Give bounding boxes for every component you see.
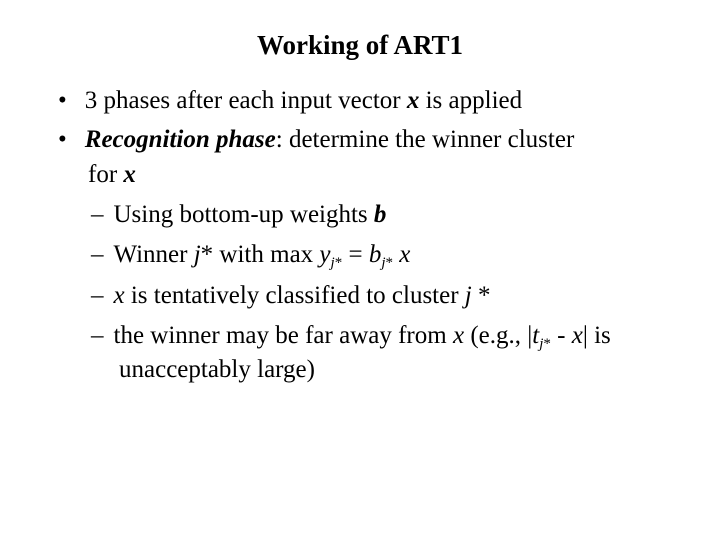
sub-3-text: is tentatively classified to cluster [124, 282, 465, 309]
var-x: x [406, 87, 420, 114]
sub-j: j [381, 255, 386, 271]
dash-glyph: – [91, 322, 104, 349]
subscript-j-star [331, 255, 343, 271]
star: * [471, 282, 491, 309]
bullet-2-continuation [88, 160, 136, 190]
sub-2-text: Winner [113, 241, 194, 268]
bullet-1-text-post: is applied [419, 87, 523, 114]
sub-j: j [330, 255, 335, 271]
sub-bullet-1 [91, 200, 386, 230]
subscript-j-star [539, 336, 551, 352]
var-b: b [368, 241, 382, 268]
subscript-j-star [381, 255, 393, 271]
var-j: j [464, 282, 472, 309]
var-x: x [399, 241, 411, 268]
var-j: j [193, 241, 201, 268]
var-t: t [532, 322, 540, 349]
equals: = [342, 241, 369, 268]
star: * [200, 241, 214, 268]
bullet-2 [58, 125, 574, 155]
recognition-phase-label: Recognition phase [84, 126, 276, 153]
sub-bullet-2 [91, 240, 410, 270]
var-x: x [452, 322, 465, 349]
sub-star: * [543, 336, 551, 352]
sub-1-text: Using bottom-up weights [113, 201, 374, 228]
bullet-1-text-pre: 3 phases after each input vector [84, 87, 407, 114]
bullet-1 [58, 86, 522, 116]
dash-glyph: – [91, 201, 104, 228]
var-b: b [373, 201, 387, 228]
var-x: x [571, 322, 583, 349]
sub-4-cont: unacceptably large) [119, 356, 315, 383]
sub-bullet-3 [91, 281, 491, 311]
var-x: x [113, 282, 125, 309]
var-x: x [123, 161, 136, 188]
sub-bullet-4-continuation [119, 355, 315, 385]
var-y: y [319, 241, 331, 268]
slide-title: Working of ART1 [256, 30, 464, 60]
bullet-2-cont-pre: for [88, 161, 124, 188]
sub-4-end: | is [582, 322, 611, 349]
sub-j: j [539, 336, 544, 352]
bullet-2-text: : determine the winner cluster [275, 126, 575, 153]
dash-glyph: – [91, 282, 104, 309]
dash-glyph: – [91, 241, 104, 268]
sub-star: * [385, 255, 393, 271]
sub-4-text: the winner may be far away from [113, 322, 453, 349]
sub-bullet-4 [91, 321, 611, 351]
bullet-glyph: • [58, 126, 67, 153]
sub-star: * [334, 255, 343, 271]
sub-2-mid: with max [213, 241, 320, 268]
minus: - [550, 322, 572, 349]
sub-4-mid: (e.g., | [464, 322, 533, 349]
bullet-glyph: • [58, 87, 67, 114]
